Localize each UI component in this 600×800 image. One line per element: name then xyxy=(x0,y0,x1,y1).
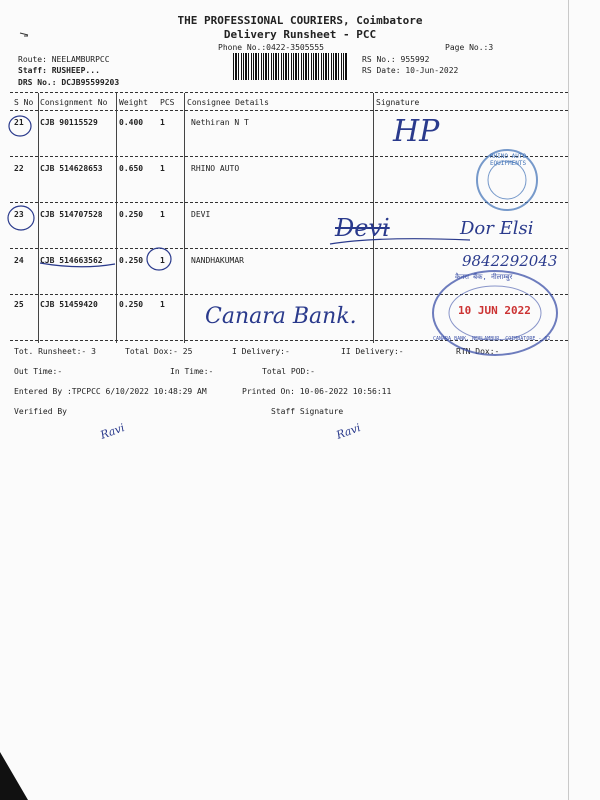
row-consignment: CJB 514707528 xyxy=(40,210,103,219)
row24-pcs-circle-mark xyxy=(147,248,171,270)
row23-scribble-mark xyxy=(330,239,470,244)
row25-handwritten-note: Canara Bank. xyxy=(205,304,357,329)
col-header-weight: Weight xyxy=(119,98,148,107)
row-pcs: 1 xyxy=(160,256,165,265)
entered-by: Entered By :TPCPCC 6/10/2022 10:48:29 AM xyxy=(14,387,207,396)
row-sno: 25 xyxy=(14,300,24,309)
route-label: Route: NEELAMBURPCC xyxy=(18,55,110,64)
bank-stamp xyxy=(430,268,560,358)
tot-runsheet: Tot. Runsheet:- 3 xyxy=(14,347,96,356)
row-weight: 0.400 xyxy=(119,118,144,127)
row-weight: 0.250 xyxy=(119,210,144,219)
rs-date: RS Date: 10-Jun-2022 xyxy=(362,66,459,75)
row-consignment: CJB 90115529 xyxy=(40,118,98,127)
rtn-dox: RTN Dox:- xyxy=(456,347,500,356)
row-consignee: DEVI xyxy=(191,210,211,219)
col-header-pcs: PCS xyxy=(160,98,175,107)
row23-right-signature: Dor Elsi xyxy=(460,218,534,239)
staff-label: Staff: RUSHEEP... xyxy=(18,66,100,75)
row-weight: 0.250 xyxy=(119,300,144,309)
row-consignment: CJB 514628653 xyxy=(40,164,103,173)
runsheet-title: Delivery Runsheet - PCC xyxy=(223,28,377,41)
i-delivery: I Delivery:- xyxy=(232,347,290,356)
col-header-signature: Signature xyxy=(376,98,420,107)
row-consignee: Nethiran N T xyxy=(191,118,249,127)
verified-initials: Ravi xyxy=(98,421,127,442)
row-weight: 0.250 xyxy=(119,256,144,265)
row24-underline-mark xyxy=(40,263,115,267)
row-sno: 22 xyxy=(14,164,24,173)
row24-phone-handwritten: 9842292043 xyxy=(462,252,558,270)
staff-initials: Ravi xyxy=(334,421,363,442)
row-consignee: NANDHAKUMAR xyxy=(191,256,244,265)
total-dox: Total Dox:- 25 xyxy=(125,347,193,356)
row23-signature: Devi xyxy=(335,214,390,242)
row21-signature: HP xyxy=(393,114,440,149)
row-sno: 24 xyxy=(14,256,24,265)
row21-circle-mark xyxy=(9,116,31,136)
bank-stamp-date: 10 JUN 2022 xyxy=(458,304,531,317)
row-pcs: 1 xyxy=(160,210,165,219)
row-sno: 23 xyxy=(14,210,24,219)
rs-number: RS No.: 955992 xyxy=(362,55,430,64)
verified-by: Verified By xyxy=(14,407,67,416)
scan-corner-shadow xyxy=(0,752,28,800)
round-stamp-text: RHINO AUTO EQUIPMENTS xyxy=(489,153,527,167)
row-weight: 0.650 xyxy=(119,164,144,173)
col-header-sno: S No xyxy=(14,98,34,107)
row-pcs: 1 xyxy=(160,118,165,127)
row23-circle-mark xyxy=(8,206,34,230)
bank-stamp-top-text: कैनरा बैंक, नीलाम्बुर xyxy=(455,273,513,281)
total-pod: Total POD:- xyxy=(262,367,315,376)
out-time: Out Time:- xyxy=(14,367,63,376)
row-consignment: CJB 514663562 xyxy=(40,256,103,265)
col-header-consignee: Consignee Details xyxy=(187,98,269,107)
row-consignment: CJB 51459420 xyxy=(40,300,98,309)
printed-on: Printed On: 10-06-2022 10:56:11 xyxy=(242,387,392,396)
phone-number: Phone No.:0422-3505555 xyxy=(218,43,324,52)
row-consignee: RHINO AUTO xyxy=(191,164,240,173)
company-title: THE PROFESSIONAL COURIERS, Coimbatore xyxy=(177,14,423,27)
bank-stamp-bottom-text: CANARA BANK, NEELAMBUR, COIMBATORE - 62 xyxy=(433,336,551,342)
col-header-consignment: Consignment No xyxy=(40,98,108,107)
company-round-stamp xyxy=(462,145,552,215)
row-sno: 21 xyxy=(14,118,24,127)
staff-signature: Staff Signature xyxy=(271,407,344,416)
row-pcs: 1 xyxy=(160,164,165,173)
row-pcs: 1 xyxy=(160,300,165,309)
drs-number: DRS No.: DCJB95599203 xyxy=(18,78,120,87)
corner-scratch-mark xyxy=(20,33,28,36)
in-time: In Time:- xyxy=(170,367,214,376)
ii-delivery: II Delivery:- xyxy=(341,347,404,356)
page-number: Page No.:3 xyxy=(445,43,494,52)
